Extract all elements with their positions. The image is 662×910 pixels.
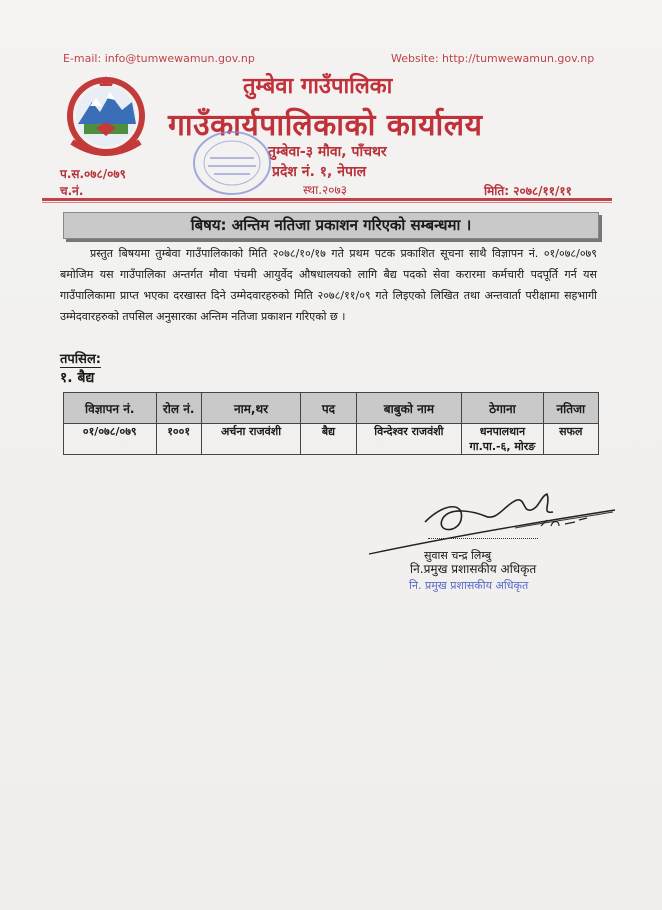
- cell-ad-number: ०१/०७८/०७९: [64, 424, 157, 455]
- website-text: Website: http://tumwewamun.gov.np: [391, 52, 595, 65]
- handwritten-signature: [365, 482, 625, 566]
- cell-post: बैद्य: [301, 424, 356, 455]
- result-table: [63, 392, 599, 455]
- col-ad-number: विज्ञापन नं.: [64, 393, 157, 424]
- notice-body: प्रस्तुत बिषयमा तुम्बेवा गाउँपालिकाको मिति २०७८/१०/१७ गते प्रथम पटक प्रकाशित सूचना साथै विज्ञापन नं. ०१/०७८/०७९ बमोजिम यस गाउँपालिका अन्तर्गत मौवा पंचमी आयुर्वेद औषधालयको लागि बैद्य पदको सेवा करारमा कर्मचारी पदपूर्ति गर्न यस गाउँपालिकामा प्राप्त भएका दरखास्त दिने उम्मेदवारहरुको मिति २०७८/११/०९ गते लिइएको लिखित तथा अन्तवार्ता परीक्षामा सहभागी उम्मेदवारहरुको तपसिल अनुसारका अन्तिम नतिजा प्रकाशन गरिएको छ ।: [60, 247, 597, 323]
- office-round-stamp: [190, 128, 274, 202]
- email-text: E-mail: info@tumwewamun.gov.np: [63, 52, 255, 65]
- cell-father-name: विन्देश्वर राजवंशी: [356, 424, 462, 455]
- letter-date: मिति: २०७८/११/११: [484, 184, 572, 198]
- cell-address: धनपालथान गा.पा.-६, मोरङ: [462, 424, 543, 455]
- section-heading: १. बैद्य: [60, 370, 95, 386]
- col-address: ठेगाना: [462, 393, 543, 424]
- address-line: तुम्बेवा-३ मौवा, पाँचथर: [268, 144, 387, 160]
- signatory-name: सुवास चन्द्र लिम्बु: [424, 549, 492, 562]
- col-father-name: बाबुको नाम: [356, 393, 462, 424]
- col-name: नाम,थर: [201, 393, 301, 424]
- table-row: [64, 424, 599, 455]
- table-header-row: [64, 393, 599, 424]
- established-year: स्था.२०७३: [303, 183, 347, 197]
- col-result: नतिजा: [543, 393, 598, 424]
- details-label: तपसिल:: [60, 349, 101, 368]
- office-title: गाउँकार्यपालिकाको कार्यालय: [168, 108, 483, 143]
- position-stamp: नि. प्रमुख प्रशासकीय अधिकृत: [409, 579, 529, 592]
- col-roll-number: रोल नं.: [156, 393, 201, 424]
- signature-dotted-line: [428, 538, 538, 539]
- signatory-position: नि.प्रमुख प्रशासकीय अधिकृत: [410, 562, 537, 576]
- subject-heading: बिषय: अन्तिम नतिजा प्रकाशन गरिएको सम्बन्धमा ।: [63, 212, 599, 239]
- reference-number: प.स.०७८/०७९: [60, 167, 126, 181]
- header-rule-thin: [42, 202, 612, 203]
- province-line: प्रदेश नं. १, नेपाल: [272, 164, 367, 180]
- dispatch-number: च.नं.: [60, 184, 84, 198]
- header-rule: [42, 198, 612, 201]
- col-post: पद: [301, 393, 356, 424]
- municipality-name: तुम्बेवा गाउँपालिका: [243, 74, 393, 99]
- cell-result: सफल: [543, 424, 598, 455]
- cell-roll-number: १००१: [156, 424, 201, 455]
- cell-name: अर्चना राजवंशी: [201, 424, 301, 455]
- nepal-emblem-logo: [60, 72, 152, 166]
